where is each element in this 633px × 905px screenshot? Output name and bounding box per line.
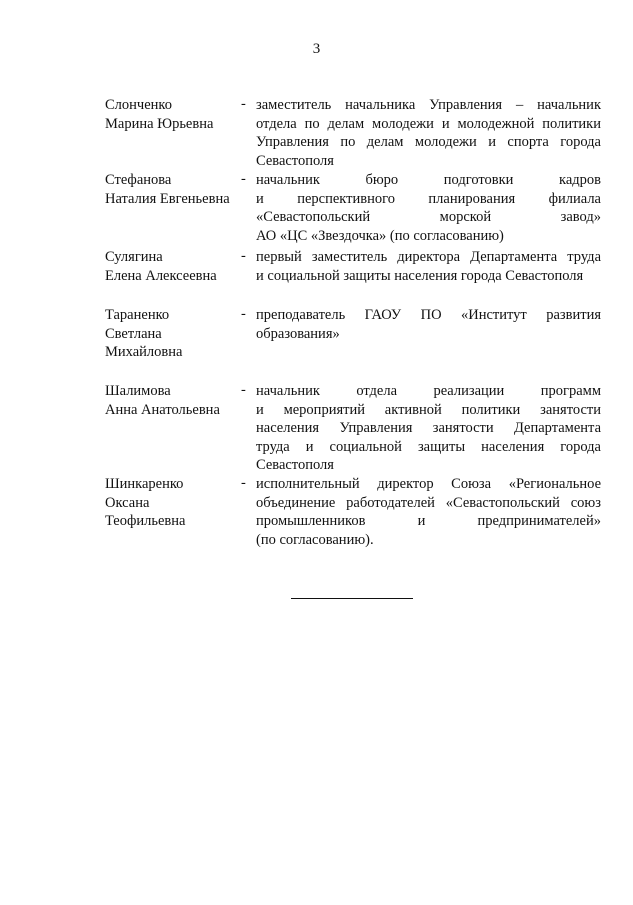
member-position-line: и мероприятий активной политики занятости [256,401,601,418]
page-number: 3 [312,41,321,57]
member-name-line: Теофильевна [105,513,186,529]
entry-dash: - [241,306,246,322]
member-position-line: Управления по делам молодежи и спорта города [256,134,601,150]
member-name [105,382,243,419]
member-position-line: начальник отдела реализации программ [256,383,601,399]
member-name-line: Сулягина [105,249,163,265]
member-name [105,96,243,133]
member-name [105,475,243,531]
member-position-line: отдела по делам молодежи и молодежной политики [256,115,601,132]
member-position-line: и социальной защиты населения города Севастополя [256,267,584,284]
member-position-line: первый заместитель директора Департамента труда [256,249,601,265]
member-name-line: Елена Алексеевна [105,267,217,284]
member-name-line: Марина Юрьевна [105,115,214,132]
member-name-line: Стефанова [105,172,172,188]
member-position [256,96,601,170]
entry-dash: - [241,248,246,264]
member-position-line: и перспективного планирования филиала [256,190,601,207]
member-position-line: Севастополя [256,152,334,169]
member-position [256,248,601,285]
member-name-line: Анна Анатольевна [105,401,220,418]
member-name-line: Шалимова [105,383,171,399]
member-name [105,306,243,362]
member-position-line: (по согласованию). [256,531,374,548]
entry-dash: - [241,96,246,112]
entry-dash: - [241,382,246,398]
member-position-line: образования» [256,325,340,342]
member-position-line: объединение работодателей «Севастопольский союз [256,494,601,511]
member-name-line: Михайловна [105,344,183,360]
member-name-line: Оксана [105,494,150,511]
member-position-line: преподаватель ГАОУ ПО «Институт развития [256,307,601,323]
member-position [256,171,601,245]
end-of-list-rule [291,598,413,599]
member-position [256,306,601,343]
member-position [256,475,601,549]
member-position-line: АО «ЦС «Звездочка» (по согласованию) [256,227,504,244]
member-name-line: Шинкаренко [105,476,184,492]
member-position-line: труда и социальной защиты населения города [256,438,601,455]
entry-dash: - [241,171,246,187]
entry-dash: - [241,475,246,491]
member-position [256,382,601,475]
member-position-line: начальник бюро подготовки кадров [256,172,601,188]
member-position-line: исполнительный директор Союза «Региональное [256,476,601,492]
member-position-line: «Севастопольский морской завод» [256,209,601,225]
member-name-line: Наталия Евгеньевна [105,190,230,207]
member-name-line: Светлана [105,325,162,342]
member-name [105,171,243,208]
member-name-line: Слонченко [105,97,172,113]
member-name [105,248,243,285]
member-name-line: Тараненко [105,307,170,323]
member-position-line: населения Управления занятости Департамента [256,420,601,436]
member-position-line: промышленников и предпринимателей» [256,513,601,529]
member-position-line: заместитель начальника Управления – начальник [256,97,601,113]
member-position-line: Севастополя [256,457,334,473]
